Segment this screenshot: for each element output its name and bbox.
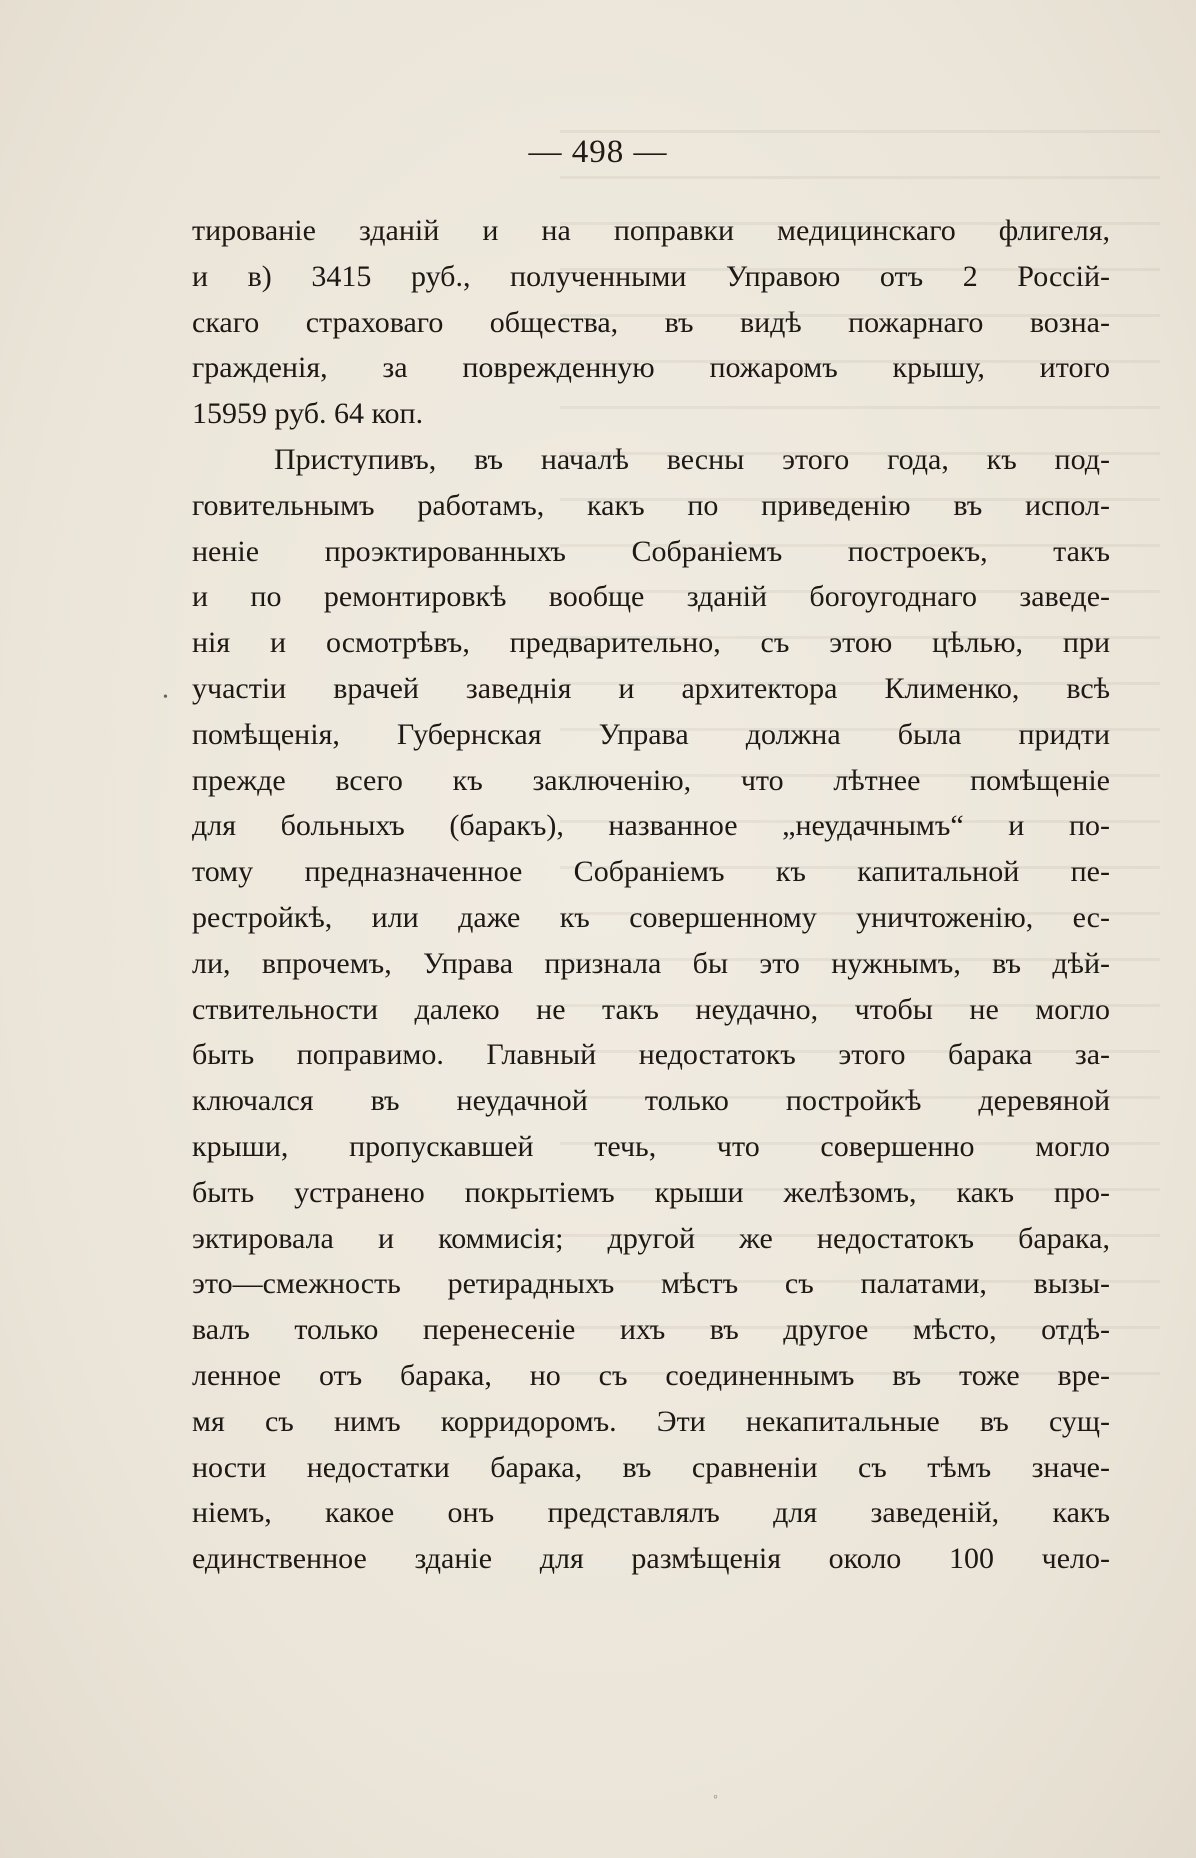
text-line: для больныхъ (баракъ), названное „неудачнымъ“ и по- <box>192 809 1110 843</box>
text-line: крыши, пропускавшей течь, что совершенно могло <box>192 1129 1110 1163</box>
text-line: это—смежность ретирадныхъ мѣстъ съ палатами, вызы- <box>192 1267 1110 1301</box>
text-line: быть поправимо. Главный недостатокъ этого барака за- <box>192 1038 1110 1072</box>
text-line: мя съ нимъ корридоромъ. Эти некапитальные въ сущ- <box>192 1404 1110 1438</box>
text-line: участіи врачей заведнія и архитектора Клименко, всѣ <box>192 671 1110 705</box>
text-line: и по ремонтировкѣ вообще зданій богоугоднаго заведе- <box>192 580 1110 614</box>
text-line: неніе проэктированныхъ Собраніемъ построекъ, такъ <box>192 534 1110 568</box>
text-line: тированіе зданій и на поправки медицинскаго флигеля, <box>192 214 1110 247</box>
text-line: гражденія, за поврежденную пожаромъ крышу, итого <box>192 351 1110 385</box>
text-line: прежде всего къ заключенію, что лѣтнее помѣщеніе <box>192 763 1110 797</box>
text-line: ключался въ неудачной только постройкѣ деревяной <box>192 1084 1110 1118</box>
text-line: 15959 руб. 64 коп. <box>192 397 424 431</box>
text-line: ствительности далеко не такъ неудачно, чтобы не могло <box>192 992 1110 1026</box>
text-line: говительнымъ работамъ, какъ по приведенію въ испол- <box>192 488 1110 522</box>
text-line: эктировала и коммисія; другой же недостатокъ барака, <box>192 1221 1110 1255</box>
text-line: тому предназначенное Собраніемъ къ капитальной пе- <box>192 855 1110 889</box>
text-line: и в) 3415 руб., полученными Управою отъ 2 Россій- <box>192 259 1110 293</box>
text-line: ленное отъ барака, но съ соединеннымъ въ тоже вре- <box>192 1358 1110 1392</box>
text-line: нія и осмотрѣвъ, предварительно, съ этою цѣлью, при <box>192 626 1110 660</box>
body-text <box>192 208 1110 1582</box>
text-line: ности недостатки барака, въ сравненіи съ тѣмъ значе- <box>192 1450 1110 1484</box>
text-line: ніемъ, какое онъ представлялъ для заведеній, какъ <box>192 1496 1110 1530</box>
text-line: помѣщенія, Губернская Управа должна была придти <box>192 717 1110 751</box>
paragraph-continuation <box>192 208 1110 437</box>
page-number: — 498 — <box>528 134 668 170</box>
stray-ink-mark: ◦ <box>713 1790 718 1805</box>
text-line: валъ только перенесеніе ихъ въ другое мѣсто, отдѣ- <box>192 1313 1110 1347</box>
text-line: скаго страховаго общества, въ видѣ пожарнаго возна- <box>192 305 1110 339</box>
margin-dot-mark: • <box>163 690 168 705</box>
text-line: рестройкѣ, или даже къ совершенному уничтоженію, ес- <box>192 900 1110 934</box>
paragraph <box>192 437 1110 1582</box>
text-line: Приступивъ, въ началѣ весны этого года, къ под- <box>274 442 1110 476</box>
text-line: единственное зданіе для размѣщенія около 100 чело- <box>192 1542 1110 1576</box>
text-line: быть устранено покрытіемъ крыши желѣзомъ, какъ про- <box>192 1175 1110 1209</box>
text-line: ли, впрочемъ, Управа признала бы это нужнымъ, въ дѣй- <box>192 946 1110 980</box>
